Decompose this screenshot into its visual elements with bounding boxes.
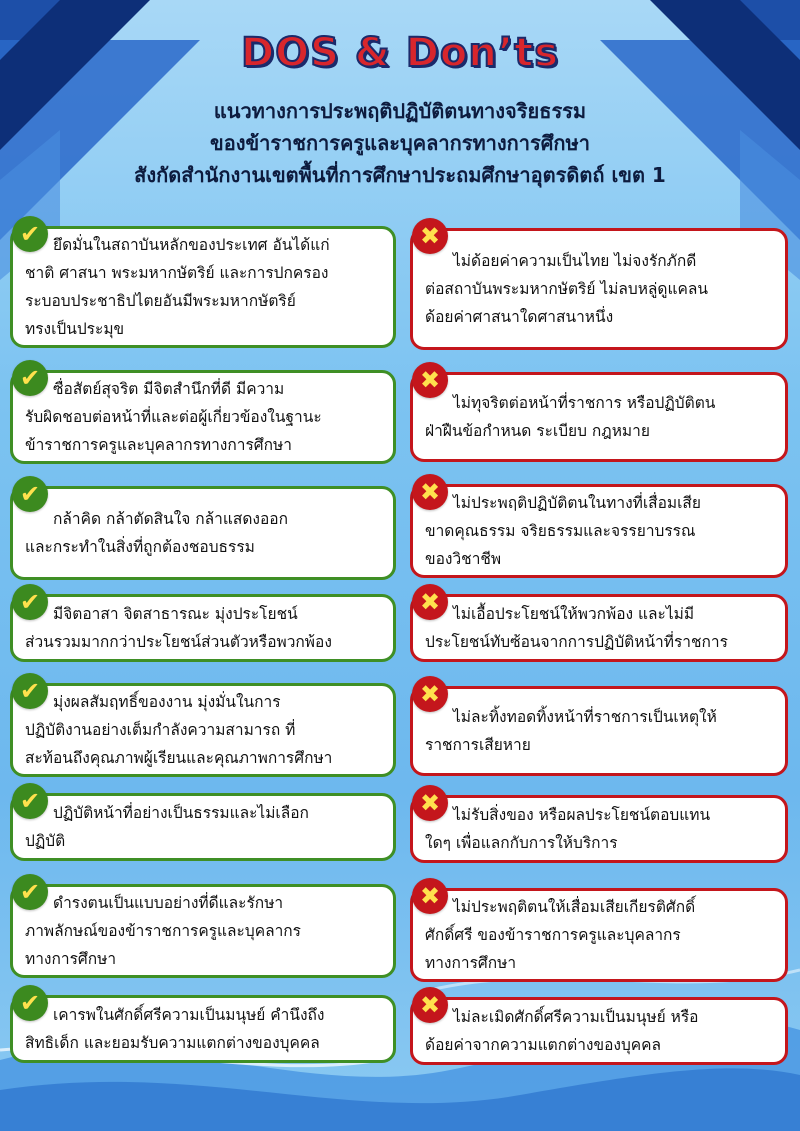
item-text-line xyxy=(25,287,381,315)
dont-item-card xyxy=(410,795,788,863)
item-text-content: ไม่รับสิ่งของ หรือผลประโยชน์ตอบแทน xyxy=(453,806,711,824)
item-text xyxy=(425,801,773,857)
item-text-line xyxy=(25,375,381,403)
item-text-content: ไม่ประพฤติตนให้เสื่อมเสียเกียรติศักดิ์ xyxy=(453,898,696,916)
check-icon: ✔ xyxy=(12,360,48,396)
item-text-line xyxy=(25,259,381,287)
item-text xyxy=(425,489,773,573)
dont-item-card xyxy=(410,484,788,578)
subtitle-line: ของข้าราชการครูและบุคลากรทางการศึกษา xyxy=(210,131,590,155)
do-item-card xyxy=(10,793,396,861)
subtitle-line: แนวทางการประพฤติปฏิบัติตนทางจริยธรรม xyxy=(213,99,587,123)
item-text-line xyxy=(425,949,773,977)
item-text-line xyxy=(25,827,381,855)
subtitle-line: สังกัดสำนักงานเขตพื้นที่การศึกษาประถมศึกษาอุตรดิตถ์ เขต 1 xyxy=(134,163,666,187)
item-text xyxy=(425,247,773,331)
item-text-content: ศักดิ์ศรี ของข้าราชการครูและบุคลากร xyxy=(425,926,681,944)
item-text-line xyxy=(425,829,773,857)
item-text-line xyxy=(425,1003,773,1031)
item-text-line xyxy=(425,417,773,445)
item-text-content: ไม่ด้อยค่าความเป็นไทย ไม่จงรักภักดี xyxy=(453,252,697,270)
item-text-line xyxy=(425,893,773,921)
item-text-line xyxy=(25,744,381,772)
dont-item-card xyxy=(410,594,788,662)
check-icon: ✔ xyxy=(12,874,48,910)
item-text-line xyxy=(425,389,773,417)
item-text-line xyxy=(25,628,381,656)
item-text-line xyxy=(25,231,381,259)
item-text-line xyxy=(25,1001,381,1029)
do-item-card xyxy=(10,226,396,348)
item-text-line xyxy=(425,600,773,628)
item-text-content: ปฏิบัติงานอย่างเต็มกำลังความสามารถ ที่ xyxy=(25,721,296,739)
item-text-line xyxy=(25,600,381,628)
item-text-content: ขาดคุณธรรม จริยธรรมและจรรยาบรรณ xyxy=(425,522,696,540)
item-text-line xyxy=(25,917,381,945)
item-text xyxy=(425,893,773,977)
item-text xyxy=(25,231,381,343)
item-text-content: ใดๆ เพื่อแลกกับการให้บริการ xyxy=(425,834,618,852)
item-text-content: ของวิชาชีพ xyxy=(425,550,502,568)
item-text-content: ทางการศึกษา xyxy=(25,950,117,968)
check-icon: ✔ xyxy=(12,673,48,709)
do-item-card xyxy=(10,884,396,978)
dont-item-card xyxy=(410,888,788,982)
item-text-content: กล้าคิด กล้าตัดสินใจ กล้าแสดงออก xyxy=(53,510,288,528)
item-text-line xyxy=(25,945,381,973)
item-text-content: ระบอบประชาธิปไตยอันมีพระมหากษัตริย์ xyxy=(25,292,296,310)
item-text-content: ปฏิบัติ xyxy=(25,832,66,850)
item-text-content: ด้อยค่าจากความแตกต่างของบุคคล xyxy=(425,1036,662,1054)
item-text-line xyxy=(25,1029,381,1057)
item-text-line xyxy=(425,703,773,731)
check-icon: ✔ xyxy=(12,584,48,620)
item-text xyxy=(425,703,773,759)
item-text-content: ประโยชน์ทับซ้อนจากการปฏิบัติหน้าที่ราชการ xyxy=(425,633,728,651)
item-text-line xyxy=(425,489,773,517)
item-text-content: สะท้อนถึงคุณภาพผู้เรียนและคุณภาพการศึกษา xyxy=(25,749,333,767)
item-text xyxy=(25,688,381,772)
item-text-content: ฝ่าฝืนข้อกำหนด ระเบียบ กฎหมาย xyxy=(425,422,650,440)
cross-icon: ✖ xyxy=(412,785,448,821)
item-text-content: มีจิตอาสา จิตสาธารณะ มุ่งประโยชน์ xyxy=(53,605,298,623)
item-text-line xyxy=(425,921,773,949)
item-text-content: ด้อยค่าศาสนาใดศาสนาหนึ่ง xyxy=(425,308,614,326)
do-item-card xyxy=(10,995,396,1063)
dont-item-card xyxy=(410,686,788,776)
item-text-line xyxy=(425,1031,773,1059)
item-text-content: เคารพในศักดิ์ศรีความเป็นมนุษย์ คำนึงถึง xyxy=(53,1006,325,1024)
item-text-content: ยึดมั่นในสถาบันหลักของประเทศ อันได้แก่ xyxy=(53,236,330,254)
item-text-line xyxy=(25,431,381,459)
do-item-card xyxy=(10,486,396,580)
page-title: DOS & Don’ts xyxy=(240,30,560,76)
item-text-line xyxy=(425,545,773,573)
page-subtitle xyxy=(0,95,800,191)
item-text xyxy=(25,600,381,656)
item-text-content: และกระทำในสิ่งที่ถูกต้องชอบธรรม xyxy=(25,538,255,556)
item-text-content: ทางการศึกษา xyxy=(425,954,517,972)
dont-item-card xyxy=(410,372,788,462)
do-item-card xyxy=(10,594,396,662)
item-text-content: ไม่ละทิ้งทอดทิ้งหน้าที่ราชการเป็นเหตุให้ xyxy=(453,708,717,726)
do-item-card xyxy=(10,683,396,777)
item-text-content: มุ่งผลสัมฤทธิ์ของงาน มุ่งมั่นในการ xyxy=(53,693,281,711)
item-text-content: ข้าราชการครูและบุคลากรทางการศึกษา xyxy=(25,436,292,454)
dont-item-card xyxy=(410,997,788,1065)
cross-icon: ✖ xyxy=(412,878,448,914)
item-text xyxy=(425,600,773,656)
item-text-line xyxy=(425,628,773,656)
cross-icon: ✖ xyxy=(412,362,448,398)
item-text-line xyxy=(25,889,381,917)
item-text-content: สิทธิเด็ก และยอมรับความแตกต่างของบุคคล xyxy=(25,1034,320,1052)
item-text-line xyxy=(25,533,381,561)
dont-item-card xyxy=(410,228,788,350)
check-icon: ✔ xyxy=(12,476,48,512)
item-text-line xyxy=(425,517,773,545)
item-text-line xyxy=(425,275,773,303)
item-text xyxy=(25,799,381,855)
item-text-content: ไม่ละเมิดศักดิ์ศรีความเป็นมนุษย์ หรือ xyxy=(453,1008,699,1026)
item-text xyxy=(25,505,381,561)
item-text-line xyxy=(25,716,381,744)
item-text-line xyxy=(425,303,773,331)
item-text-line xyxy=(25,688,381,716)
item-text-line xyxy=(25,403,381,431)
item-text-line xyxy=(25,315,381,343)
item-text-content: ภาพลักษณ์ของข้าราชการครูและบุคลากร xyxy=(25,922,301,940)
cross-icon: ✖ xyxy=(412,676,448,712)
item-text-line xyxy=(25,505,381,533)
do-item-card xyxy=(10,370,396,464)
item-text xyxy=(425,389,773,445)
item-text xyxy=(25,1001,381,1057)
item-text-content: รับผิดชอบต่อหน้าที่และต่อผู้เกี่ยวข้องในฐานะ xyxy=(25,408,322,426)
item-text xyxy=(25,375,381,459)
item-text-content: ไม่ทุจริตต่อหน้าที่ราชการ หรือปฏิบัติตน xyxy=(453,394,716,412)
item-text-line xyxy=(425,731,773,759)
item-text-line xyxy=(425,801,773,829)
cross-icon: ✖ xyxy=(412,218,448,254)
item-text-content: ไม่ประพฤติปฏิบัติตนในทางที่เสื่อมเสีย xyxy=(453,494,701,512)
check-icon: ✔ xyxy=(12,783,48,819)
item-text xyxy=(25,889,381,973)
item-text-content: ส่วนรวมมากกว่าประโยชน์ส่วนตัวหรือพวกพ้อง xyxy=(25,633,332,651)
item-text-content: ปฏิบัติหน้าที่อย่างเป็นธรรมและไม่เลือก xyxy=(53,804,309,822)
item-text-line xyxy=(425,247,773,275)
item-text-content: ดำรงตนเป็นแบบอย่างที่ดีและรักษา xyxy=(53,894,284,912)
cross-icon: ✖ xyxy=(412,584,448,620)
item-text-content: ทรงเป็นประมุข xyxy=(25,320,125,338)
item-text xyxy=(425,1003,773,1059)
cross-icon: ✖ xyxy=(412,474,448,510)
check-icon: ✔ xyxy=(12,985,48,1021)
item-text-content: ราชการเสียหาย xyxy=(425,736,531,754)
item-text-content: ต่อสถาบันพระมหากษัตริย์ ไม่ลบหลู่ดูแคลน xyxy=(425,280,708,298)
item-text-content: ชาติ ศาสนา พระมหากษัตริย์ และการปกครอง xyxy=(25,264,329,282)
item-text-content: ไม่เอื้อประโยชน์ให้พวกพ้อง และไม่มี xyxy=(453,605,695,623)
cross-icon: ✖ xyxy=(412,987,448,1023)
item-text-line xyxy=(25,799,381,827)
check-icon: ✔ xyxy=(12,216,48,252)
item-text-content: ซื่อสัตย์สุจริต มีจิตสำนึกที่ดี มีความ xyxy=(53,380,285,398)
